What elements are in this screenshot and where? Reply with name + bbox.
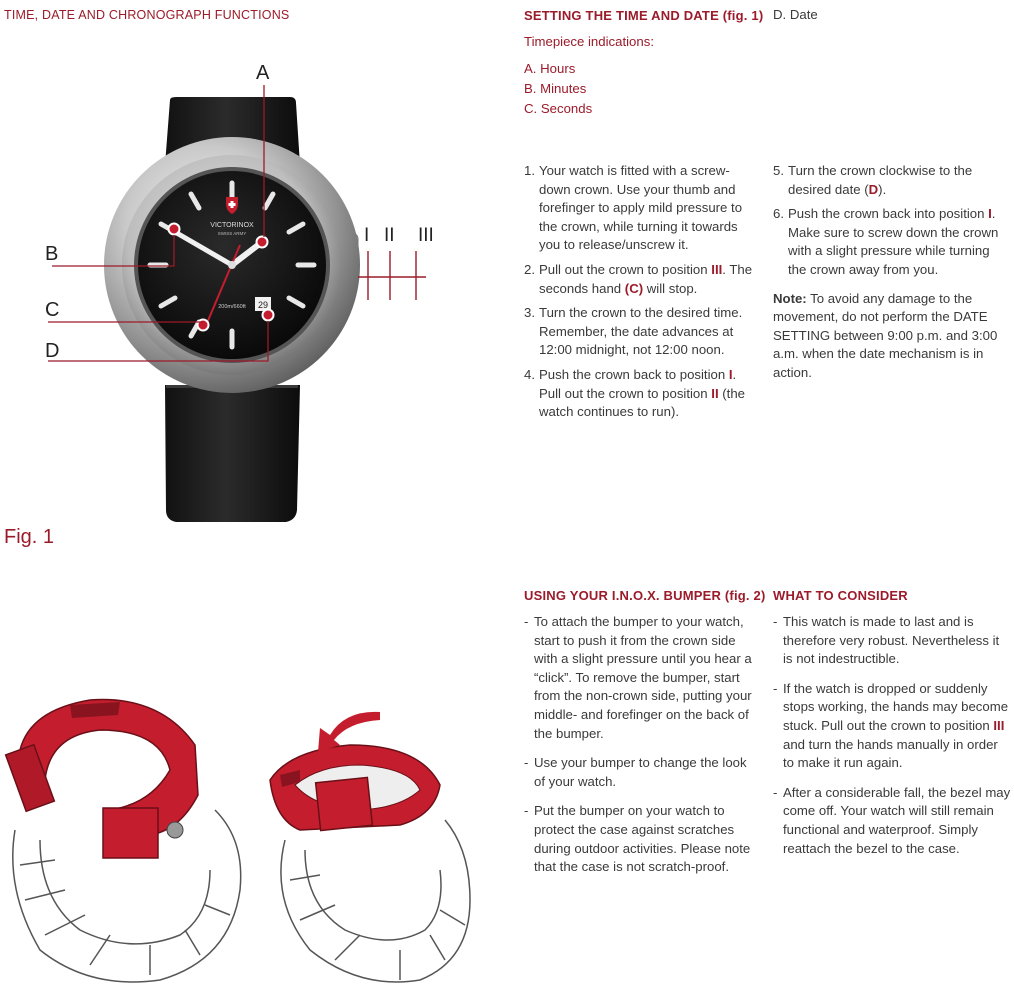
indication-hours: A. Hours: [524, 61, 576, 76]
indication-seconds: C. Seconds: [524, 101, 593, 116]
list-item: - After a considerable fall, the bezel may come off. Your watch will still remain functional and waterproof. Simply reattach the bezel to the case.: [773, 784, 1011, 856]
bumper-heading: USING YOUR I.N.O.X. BUMPER (fig. 2): [524, 588, 766, 603]
indications-subheading: Timepiece indications:: [524, 34, 654, 49]
step-item: 5. Turn the crown clockwise to the desired date (D).: [773, 163, 973, 197]
watch-figure: [0, 55, 500, 535]
indication-minutes: B. Minutes: [524, 81, 587, 96]
list-item: - If the watch is dropped or suddenly stops working, the hands may become stuck. Pull out the crown to position III and turn the hands manually in order to make it run again.: [773, 680, 1009, 771]
callout-d-dot: [263, 310, 274, 321]
bumper-figure: [0, 690, 500, 987]
list-item: - Use your bumper to change the look of your watch.: [524, 755, 747, 789]
step-item: 1. Your watch is fitted with a screw-down crown. Use your thumb and forefinger to apply mild pressure to the crown, while turning it towards you to release/unscrew it.: [524, 163, 743, 253]
step-item: 6. Push the crown back into position I. Make sure to screw down the crown with a slight pressure while turning the crown away from you.: [773, 206, 999, 277]
figure-1-label: Fig. 1: [4, 526, 55, 548]
list-item: - To attach the bumper to your watch, start to push it from the crown side with a slight pressure until you hear a “click”. To remove the bumper, start from the non-crown side, putting your middle- and forefinger on the back of the bumper.: [524, 614, 752, 741]
callout-a-dot: [257, 237, 268, 248]
callout-c-dot: [198, 320, 209, 331]
date-text: 29: [257, 300, 269, 310]
steps-left: [524, 162, 754, 428]
list-item: - Put the bumper on your watch to protect the case against scratches during outdoor activities. Please note that the case is not scratch-proof.: [524, 803, 751, 875]
bumper-right-icon: [270, 745, 440, 831]
wrist-right: [281, 820, 470, 982]
steps-right: [773, 162, 1009, 383]
step-item: 4. Push the crown back to position I. Pull out the crown to position II (the watch continues to run).: [524, 366, 745, 420]
callout-c: C: [45, 299, 60, 321]
depth-text: 200m/660ft: [218, 304, 246, 310]
date-indication: D. Date: [773, 7, 818, 22]
crown-position-2: II: [384, 225, 395, 246]
setting-heading: SETTING THE TIME AND DATE (fig. 1): [524, 8, 764, 23]
step-item: 3. Turn the crown to the desired time. Remember, the date advances at 12:00 midnight, not 12:00 noon.: [524, 305, 743, 358]
callout-b: B: [45, 243, 59, 265]
callout-d: D: [45, 340, 60, 362]
crown-position-3: III: [418, 225, 434, 246]
callout-b-dot: [169, 224, 180, 235]
list-item: - This watch is made to last and is therefore very robust. Nevertheless it is not indestructible.: [773, 614, 1000, 667]
crown-position-1: I: [364, 225, 370, 246]
strap-bottom: [165, 385, 300, 522]
note: Note: To avoid any damage to the movement, do not perform the DATE SETTING between 9:00 p.m. and 3:00 a.m. when the date mechanism is in action.: [773, 290, 998, 380]
indications-list: [524, 59, 592, 119]
consider-list: [773, 613, 1011, 869]
callout-a: A: [256, 62, 270, 84]
brand-text: VICTORINOX: [210, 222, 254, 229]
section-title: TIME, DATE AND CHRONOGRAPH FUNCTIONS: [4, 8, 290, 22]
bumper-list: [524, 613, 758, 888]
step-item: 2. Pull out the crown to position III. The seconds hand (C) will stop.: [524, 261, 753, 296]
brand-subtext: SWISS ARMY: [217, 231, 247, 236]
consider-heading: WHAT TO CONSIDER: [773, 588, 908, 603]
bumper-left-icon: [6, 700, 198, 858]
